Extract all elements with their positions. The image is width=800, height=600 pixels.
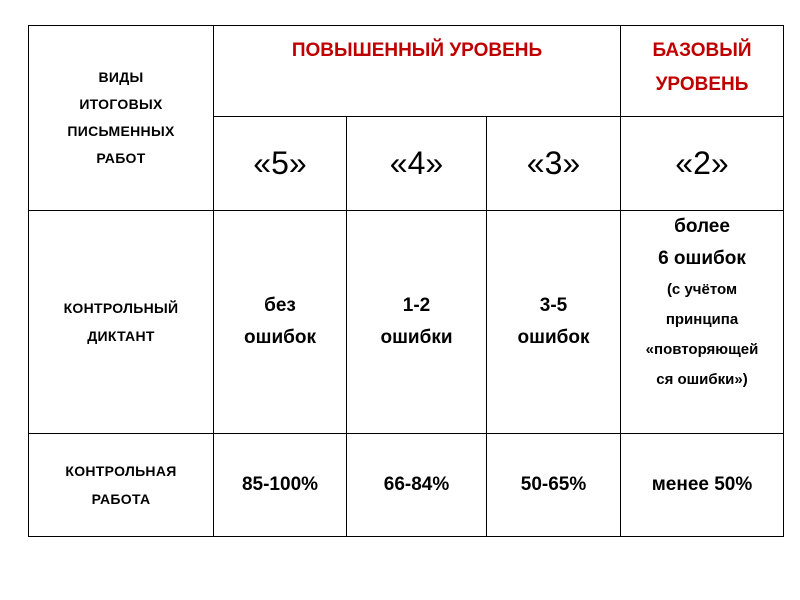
cell-line: без [264,295,296,316]
grade-5-header: «5» [214,117,347,211]
base-level-header-line: БАЗОВЫЙ [652,40,752,61]
table-row-test [29,434,784,537]
cell-line: ошибки [380,327,453,348]
cell-line: более [674,216,730,237]
row-label-line: ДИКТАНТ [87,328,155,344]
dictation-grade-2-cell [621,211,784,434]
header-row-levels [29,26,784,117]
grade-2-header: «2» [621,117,784,211]
row-label-line: РАБОТА [91,491,151,507]
cell-note-line: ся ошибки») [656,371,748,388]
cell-note-line: принципа [665,311,739,328]
grading-table [28,25,784,537]
grade-3-header: «3» [487,117,621,211]
row-label-line: КОНТРОЛЬНЫЙ [63,300,179,316]
work-types-header-line: РАБОТ [96,150,146,166]
dictation-grade-3-cell [487,211,621,434]
cell-line: 1-2 [402,295,431,316]
advanced-level-header: ПОВЫШЕННЫЙ УРОВЕНЬ [214,26,621,117]
dictation-grade-4-cell [347,211,487,434]
base-level-header-line: УРОВЕНЬ [655,74,749,95]
test-grade-4-cell: 66-84% [347,434,487,537]
base-level-header [621,26,784,117]
grade-4-header: «4» [347,117,487,211]
work-types-header [29,26,214,211]
table-row-dictation [29,211,784,434]
test-grade-5-cell: 85-100% [214,434,347,537]
test-grade-2-cell: менее 50% [621,434,784,537]
work-types-header-line: ПИСЬМЕННЫХ [67,123,175,139]
work-types-header-line: ИТОГОВЫХ [79,96,163,112]
row-label-test [29,434,214,537]
cell-line: 3-5 [539,295,568,316]
row-label-line: КОНТРОЛЬНАЯ [65,463,177,479]
cell-line: ошибок [244,327,316,348]
test-grade-3-cell: 50-65% [487,434,621,537]
cell-note-line: «повторяющей [645,341,759,358]
cell-line: ошибок [517,327,590,348]
cell-line: 6 ошибок [658,248,746,269]
dictation-grade-5-cell [214,211,347,434]
row-label-dictation [29,211,214,434]
work-types-header-line: ВИДЫ [98,69,144,85]
cell-note-line: (с учётом [666,281,738,298]
